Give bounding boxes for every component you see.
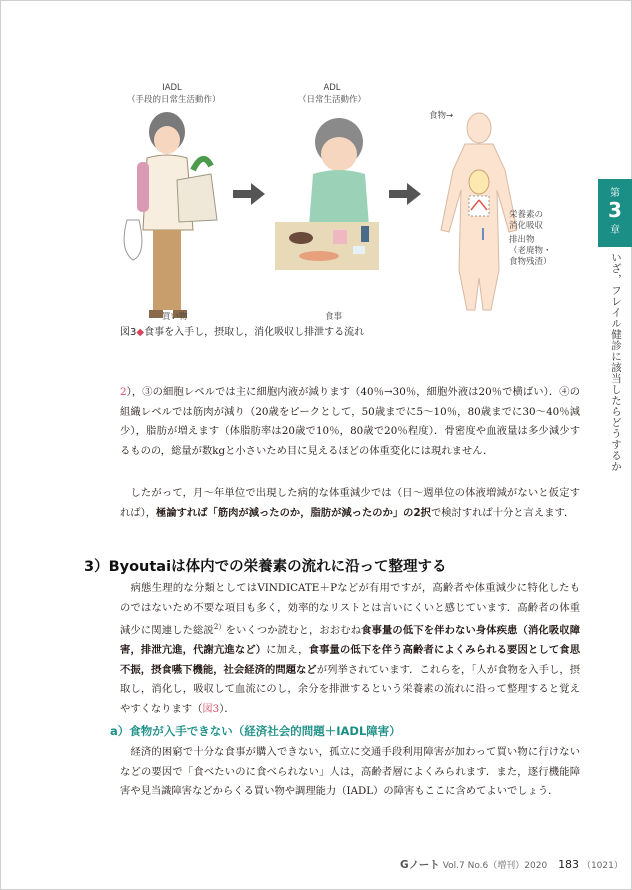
page-number-sub: （1021） — [581, 861, 623, 871]
subsection-heading-a: a）食物が入手できない（経済社会的問題＋IADL障害） — [110, 724, 401, 738]
paragraph-4: 経済的困窮で十分な食事が購入できない，孤立に交通手段利用障害が加わって買い物に行けないなどの要因で「食べたいのに食べられない」人は，高齢者層によくみられます．また，逐行機能障害や見当識障害などからくる買い物や調理能力（IADL）の障害もここに含めてよいでしょう． — [120, 746, 580, 798]
adl-title-block — [277, 82, 387, 106]
paragraph-3-text-c: に加え， — [266, 644, 309, 657]
iadl-title: IADL — [162, 83, 182, 93]
figure-illustration — [107, 110, 547, 340]
meal-label: 食事 — [325, 312, 343, 322]
chapter-tab-suffix: 章 — [610, 225, 620, 236]
absorb-label-line2: 消化吸収 — [509, 221, 544, 231]
chapter-tab-prefix: 第 — [610, 188, 620, 199]
adl-subtitle: （日常生活動作） — [297, 95, 366, 105]
chapter-tab-number: 3 — [608, 198, 622, 222]
paragraph-1-text: ），③の細胞レベルでは主に細胞内液が減ります（40％→30％，細胞外液は20％で横ばい）．④の組織レベルでは筋肉が減り（20歳をピークとして，50歳までに5～10％，80歳までに30～40％減少），脂肪が増えます（体脂肪率は20歳で10％，80歳で20％程度）．骨密度や血液量は多少減少するものの，総量が数kgと小さいため目に見えるほどの体重変化には現れません． — [120, 386, 580, 457]
adl-title: ADL — [323, 83, 341, 93]
food-label: 食物→ — [429, 111, 454, 121]
caption-text: 食事を入手し，摂取し，消化吸収し排泄する流れ — [144, 327, 365, 338]
paragraph-2-text-a: したがって，月～年単位で出現した病的な体重減少では（日～週単位の体液増減がないと仮定すれば）， — [120, 487, 580, 519]
caption-diamond-icon: ◆ — [136, 327, 145, 338]
excrete-label-line1: 排出物 — [509, 235, 535, 245]
journal-volume: Vol.7 No.6（増刊）2020 — [442, 861, 548, 871]
section-heading-3: 3）Byoutaiは体内での栄養素の流れに沿って整理する — [84, 559, 447, 575]
paragraph-3-bold-b: 食事量の低下を伴う高齢者によくみられる要因として食思不振，摂食嚥下機能，社会経済的問題など — [120, 644, 581, 676]
excrete-label — [509, 235, 552, 268]
figure-number: 図3 — [120, 327, 137, 338]
paragraph-3-text-e: ）． — [219, 702, 235, 715]
page-number: 183 — [558, 858, 580, 871]
paragraph-1 — [120, 383, 580, 461]
figure-reference[interactable]: 図3 — [202, 702, 220, 715]
excrete-label-line2: （老廃物・ — [509, 246, 552, 256]
absorb-label — [509, 210, 543, 232]
absorb-label-line1: 栄養素の — [509, 210, 544, 220]
excrete-label-line3: 食物残渣） — [509, 257, 552, 267]
paragraph-2 — [120, 484, 580, 523]
iadl-title-block — [127, 82, 221, 106]
paragraph-3-text-b: をいくつか読むと，おおむね — [225, 624, 362, 637]
human-body-illustration — [441, 113, 517, 310]
shopping-label: 買い物 — [162, 312, 188, 322]
reference-sup: 2） — [213, 623, 226, 632]
eating-woman-illustration — [275, 118, 379, 270]
paragraph-3-text-a: 病態生理的な分類としてはVINDICATE＋Pなどが有用ですが，高齢者や体重減少に特化したものではないため不要な項目も多く，効率的なリストとは言いにくいと感じています．高齢者の体重減少に関連した総説 — [120, 582, 580, 637]
paragraph-3-bold-a: 食事量の低下を伴わない身体疾患（消化吸収障害，排泄亢進，代謝亢進など） — [120, 624, 580, 657]
paragraph-3 — [120, 579, 580, 720]
journal-brand: Gノート — [400, 859, 440, 871]
figure-caption — [120, 323, 364, 338]
iadl-subtitle: （手段的日常生活動作） — [127, 95, 221, 105]
paragraph-3-text-d: が列挙されています．これらを，「人が食物を入手し，摂取し，消化し，吸収して血流にのし，余分を排泄するという栄養素の流れに沿って整理すると覚えやすくなります（ — [120, 663, 581, 715]
page-footer — [400, 857, 623, 872]
figure-3 — [107, 82, 552, 344]
chapter-title-vertical: いざ，フレイル健診に該当したらどうするか — [610, 252, 622, 472]
paragraph-2-text-b: で検討すれば十分と言えます． — [430, 506, 575, 519]
shopping-woman-illustration — [124, 112, 217, 318]
paragraph-2-bold: 極論すれば「筋肉が減ったのか，脂肪が減ったのか」の2択 — [156, 506, 431, 519]
reference-2[interactable]: 2 — [120, 386, 127, 398]
chapter-tab — [598, 179, 632, 247]
